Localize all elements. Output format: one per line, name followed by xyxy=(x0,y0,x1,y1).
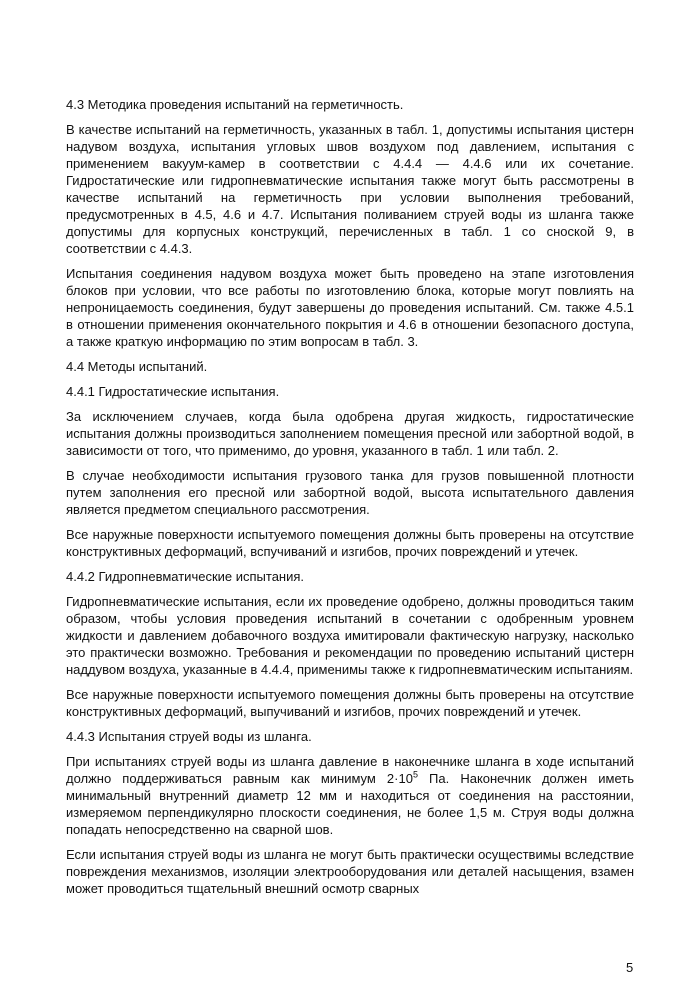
paragraph-4-3-1: В качестве испытаний на герметичность, указанных в табл. 1, допустимы испытания цистерн надувом воздуха, испытания угловых швов воздухом под давлением, испытания с применением вакуум-камер в соответствии с 4.4.4 — 4.4.6 или их сочетание. Гидростатические или гидропневматические испытания также могут быть рассмотрены в качестве испытаний на герметичность при условии выполнения требований, предусмотренных в 4.5, 4.6 и 4.7. Испытания поливанием струей воды из шланга также допустимы для корпусных конструкций, перечисленных в табл. 1 со сноской 9, в соответствии с 4.4.3. xyxy=(66,122,634,256)
section-heading-4-4-1: 4.4.1 Гидростатические испытания. xyxy=(66,384,280,399)
section-heading-4-4: 4.4 Методы испытаний. xyxy=(66,359,208,374)
page-content xyxy=(66,96,634,905)
paragraph-text-before-exponent: При испытаниях струей воды из шланга давление в наконечнике шланга в ходе испытаний должно поддерживаться равным как минимум 2·10 xyxy=(66,754,634,786)
paragraph-4-4-2-1: Гидропневматические испытания, если их проведение одобрено, должны проводиться таким образом, чтобы условия проведения испытаний в сочетании с одобренным уровнем жидкости и давлением добавочного воздуха имитировали фактическую нагрузку, насколько это практически возможно. Требования и рекомендации по проведению испытаний цистерн наддувом воздуха, указанные в 4.4.4, применимы также к гидропневматическим испытаниям. xyxy=(66,594,634,677)
paragraph-text-after-exponent: Па. Наконечник должен иметь минимальный внутренний диаметр 12 мм и находиться от соединения на расстоянии, измеряемом перпендикулярно плоскости соединения, не более 1,5 м. Струя воды должна попадать непосредственно на сварной шов. xyxy=(66,771,635,837)
paragraph-4-4-2-2: Все наружные поверхности испытуемого помещения должны быть проверены на отсутствие конструктивных деформаций, выпучиваний и изгибов, прочих повреждений и утечек. xyxy=(66,687,634,719)
paragraph-4-4-3-2: Если испытания струей воды из шланга не могут быть практически осуществимы вследствие повреждения механизмов, изоляции электрооборудования или деталей насыщения, взамен может проводиться тщательный внешний осмотр сварных xyxy=(66,847,634,896)
paragraph-4-3-2: Испытания соединения надувом воздуха может быть проведено на этапе изготовления блоков при условии, что все работы по изготовлению блока, которые могут повлиять на непроницаемость соединения, будут завершены до проведения испытаний. См. также 4.5.1 в отношении применения окончательного покрытия и 4.6 в отношении безопасного доступа, а также краткую информацию по этим вопросам в табл. 3. xyxy=(66,266,634,349)
section-heading-4-4-2: 4.4.2 Гидропневматические испытания. xyxy=(66,569,305,584)
exponent: 5 xyxy=(412,769,418,780)
paragraph-4-4-1-2: В случае необходимости испытания грузового танка для грузов повышенной плотности путем заполнения его пресной или забортной водой, высота испытательного давления является предметом специального рассмотрения. xyxy=(66,468,634,517)
paragraph-4-4-3-1 xyxy=(66,753,634,838)
section-heading-4-4-3: 4.4.3 Испытания струей воды из шланга. xyxy=(66,729,312,744)
page-number: 5 xyxy=(626,960,634,975)
paragraph-4-4-1-1: За исключением случаев, когда была одобрена другая жидкость, гидростатические испытания должны производиться заполнением помещения пресной или забортной водой, в зависимости от того, что применимо, до уровня, указанного в табл. 1 или табл. 2. xyxy=(66,409,634,458)
paragraph-4-4-1-3: Все наружные поверхности испытуемого помещения должны быть проверены на отсутствие конструктивных деформаций, вспучиваний и изгибов, прочих повреждений и утечек. xyxy=(66,527,634,559)
section-heading-4-3: 4.3 Методика проведения испытаний на герметичность. xyxy=(66,97,404,112)
